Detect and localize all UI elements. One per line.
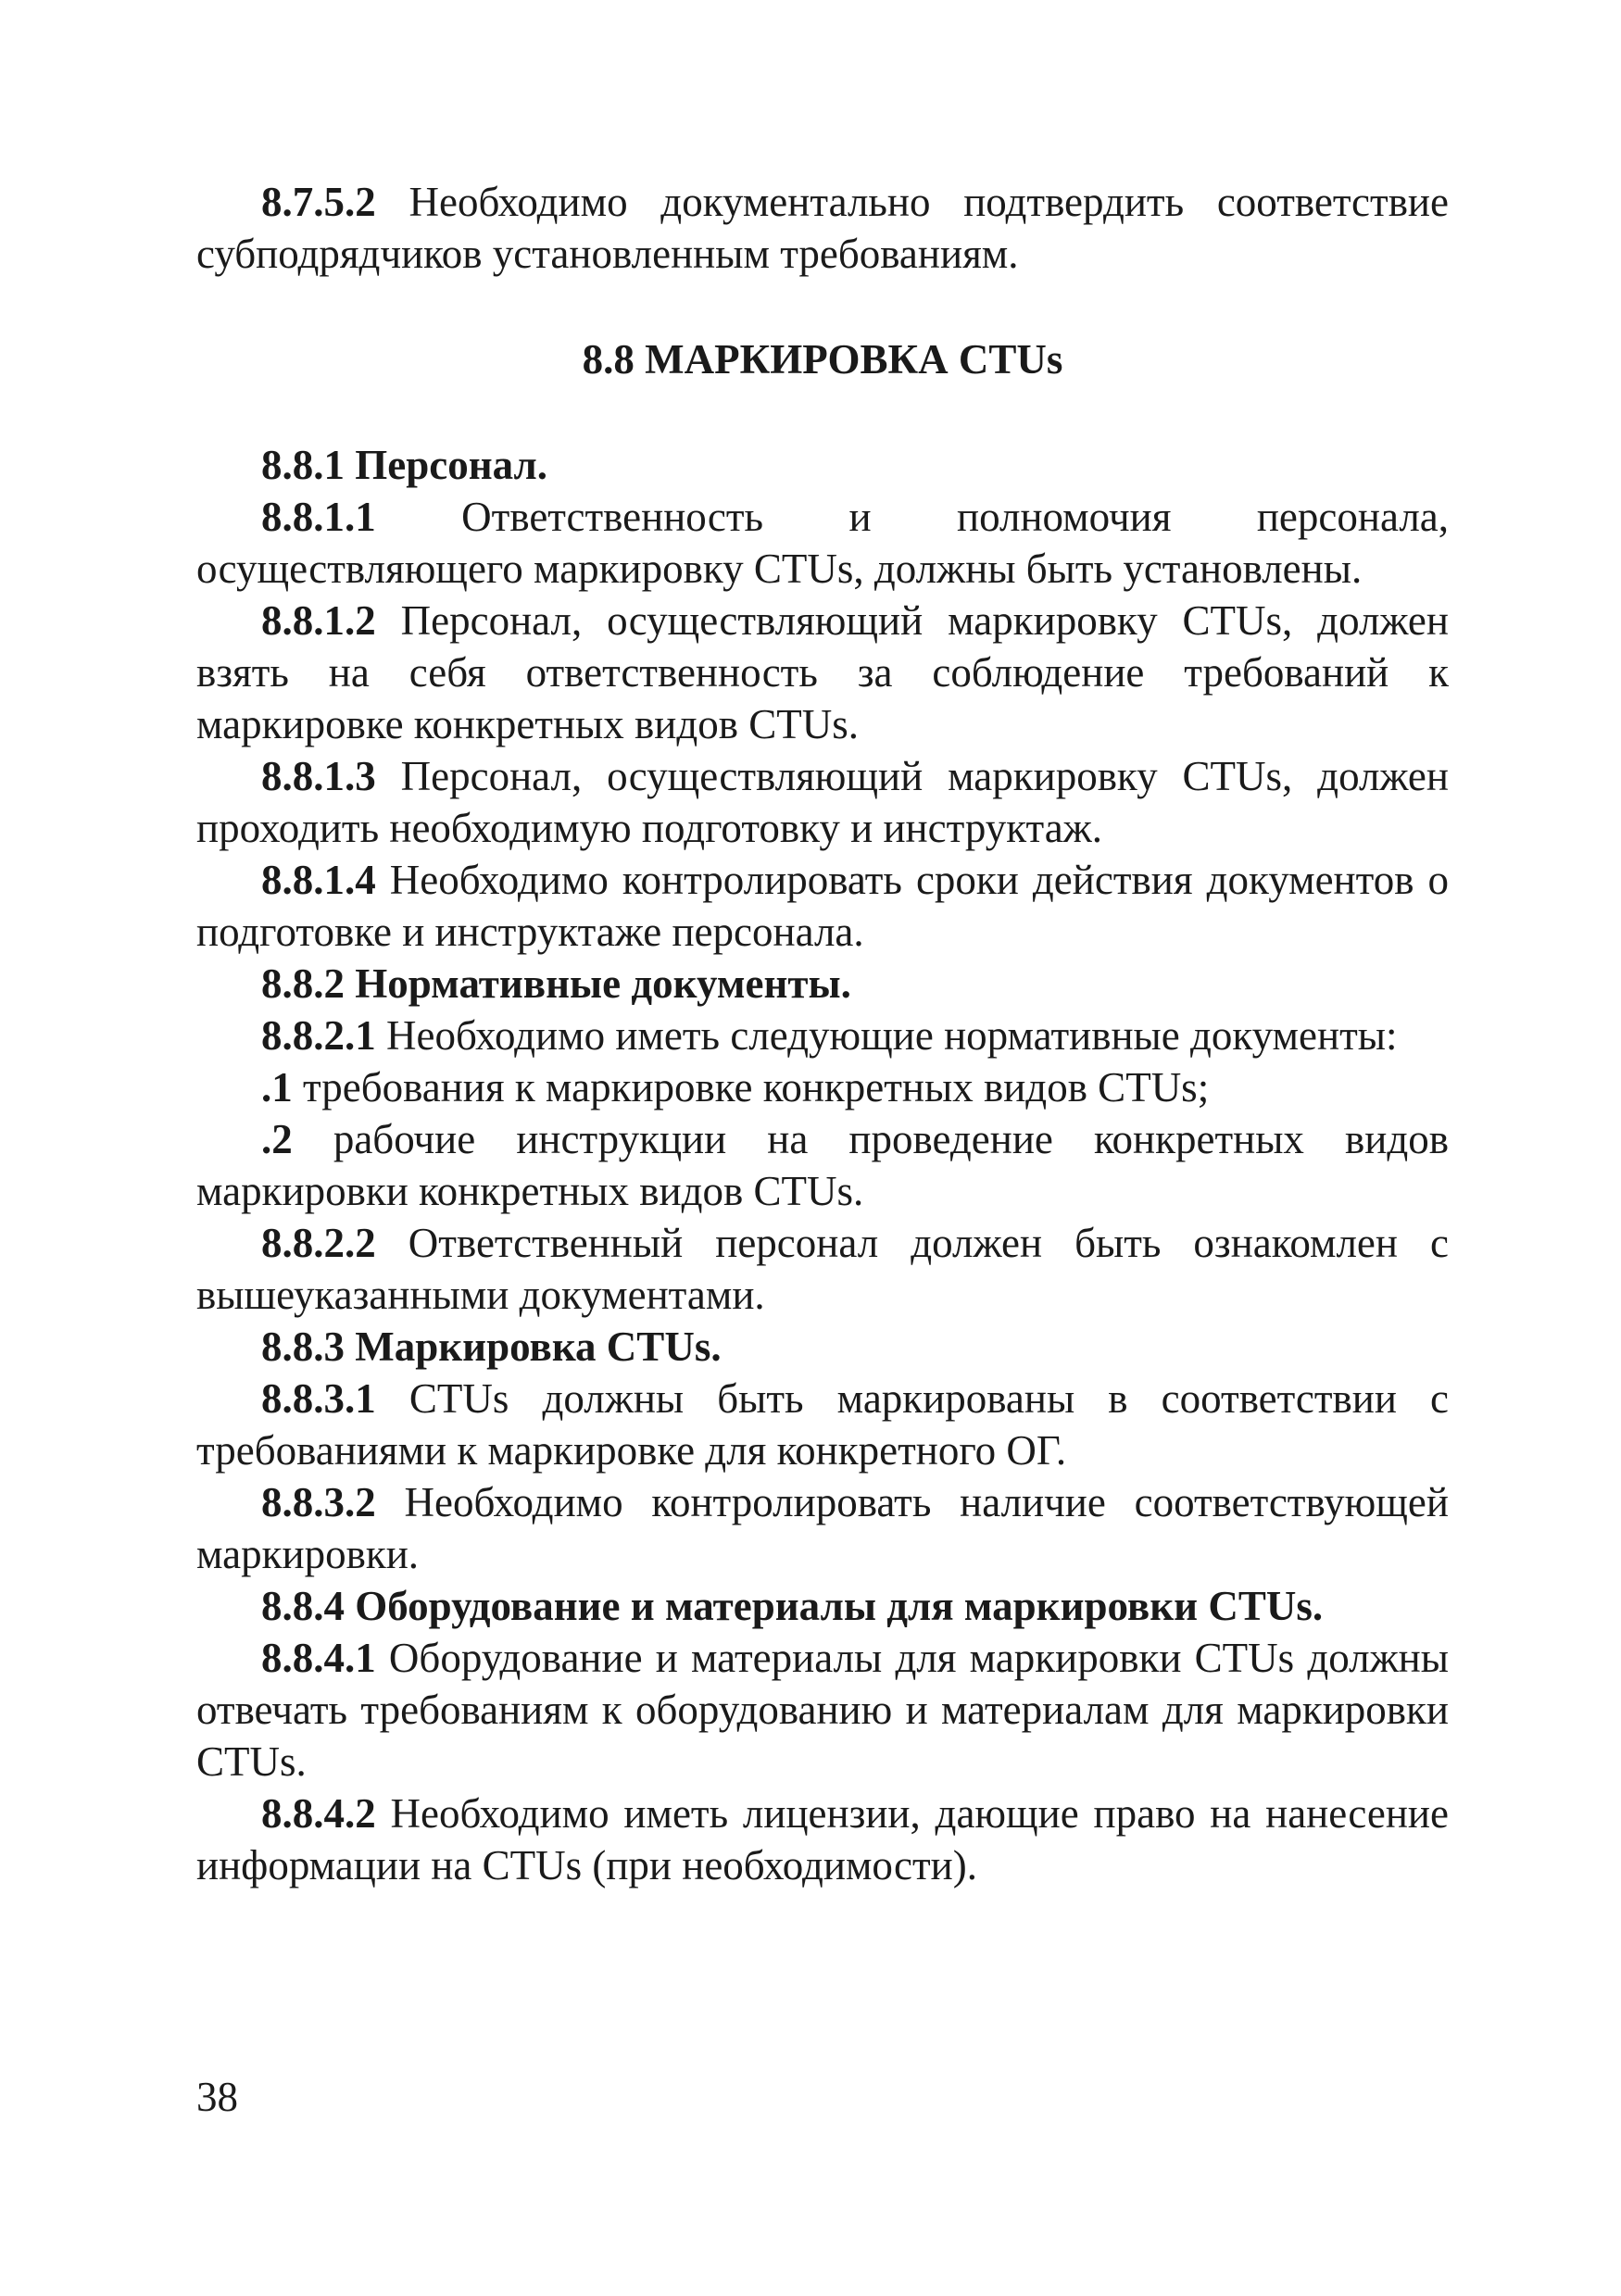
clause-text: Необходимо иметь следующие нормативные документы:: [375, 1012, 1398, 1059]
clause-number: 8.8.4.1: [261, 1635, 376, 1681]
subsection-heading-8-8-1: [196, 439, 1449, 491]
page-number: 38: [196, 2074, 238, 2120]
paragraph-8-8-1-3: [196, 750, 1449, 854]
clause-number: 8.8.1.4: [261, 857, 376, 903]
clause-text: Оборудование и материалы для маркировки CTUs должны отвечать требованиям к оборудованию и материалам для маркировки CTUs.: [196, 1635, 1449, 1785]
heading-text: 8.8.4 Оборудование и материалы для маркировки CTUs.: [261, 1583, 1324, 1629]
spacer: [196, 280, 1449, 333]
clause-number: 8.8.4.2: [261, 1790, 376, 1837]
clause-number: 8.8.1.1: [261, 494, 376, 540]
paragraph-8-8-2-1: [196, 1010, 1449, 1061]
clause-number: 8.8.1.3: [261, 753, 376, 799]
paragraph-8-8-3-2: [196, 1476, 1449, 1580]
spacer: [196, 385, 1449, 439]
paragraph-8-7-5-2: [196, 176, 1449, 280]
subsection-heading-8-8-2: [196, 958, 1449, 1010]
clause-number: 8.8.2.2: [261, 1220, 376, 1266]
paragraph-8-8-2-2: [196, 1217, 1449, 1321]
list-text: требования к маркировке конкретных видов CTUs;: [292, 1064, 1210, 1110]
subsection-heading-8-8-4: [196, 1580, 1449, 1632]
document-page: [196, 176, 1449, 1891]
heading-text: 8.8.1 Персонал.: [261, 442, 548, 488]
heading-text: 8.8.2 Нормативные документы.: [261, 960, 851, 1007]
clause-text: Персонал, осуществляющий маркировку CTUs, должен взять на себя ответственность за соблюдение требований к маркировке конкретных видов CTUs.: [196, 597, 1449, 747]
clause-text: Необходимо документально подтвердить соответствие субподрядчиков установленным требованиям.: [196, 179, 1449, 277]
clause-text: Персонал, осуществляющий маркировку CTUs, должен проходить необходимую подготовку и инструктаж.: [196, 753, 1449, 851]
paragraph-8-8-4-1: [196, 1632, 1449, 1788]
clause-number: 8.7.5.2: [261, 179, 376, 225]
clause-text: CTUs должны быть маркированы в соответствии с требованиями к маркировке для конкретного ОГ.: [196, 1375, 1449, 1474]
clause-text: Необходимо иметь лицензии, дающие право на нанесение информации на CTUs (при необходимости).: [196, 1790, 1449, 1888]
clause-number: 8.8.3.2: [261, 1479, 376, 1525]
paragraph-8-8-3-1: [196, 1373, 1449, 1476]
clause-number: 8.8.1.2: [261, 597, 376, 644]
list-item-2: [196, 1113, 1449, 1217]
list-marker: .2: [261, 1116, 293, 1162]
subsection-heading-8-8-3: [196, 1321, 1449, 1373]
clause-text: Необходимо контролировать наличие соответствующей маркировки.: [196, 1479, 1449, 1577]
paragraph-8-8-1-2: [196, 595, 1449, 750]
clause-text: Необходимо контролировать сроки действия документов о подготовке и инструктаже персонала.: [196, 857, 1449, 955]
list-text: рабочие инструкции на проведение конкретных видов маркировки конкретных видов CTUs.: [196, 1116, 1449, 1214]
clause-text: Ответственность и полномочия персонала, осуществляющего маркировку CTUs, должны быть установлены.: [196, 494, 1449, 592]
heading-text: 8.8.3 Маркировка CTUs.: [261, 1324, 722, 1370]
clause-number: 8.8.2.1: [261, 1012, 376, 1059]
list-marker: .1: [261, 1064, 293, 1110]
paragraph-8-8-1-1: [196, 491, 1449, 595]
clause-text: Ответственный персонал должен быть ознакомлен с вышеуказанными документами.: [196, 1220, 1449, 1318]
section-title: 8.8 МАРКИРОВКА CTUs: [582, 336, 1063, 383]
list-item-1: [196, 1061, 1449, 1113]
paragraph-8-8-1-4: [196, 854, 1449, 958]
clause-number: 8.8.3.1: [261, 1375, 376, 1422]
paragraph-8-8-4-2: [196, 1788, 1449, 1891]
